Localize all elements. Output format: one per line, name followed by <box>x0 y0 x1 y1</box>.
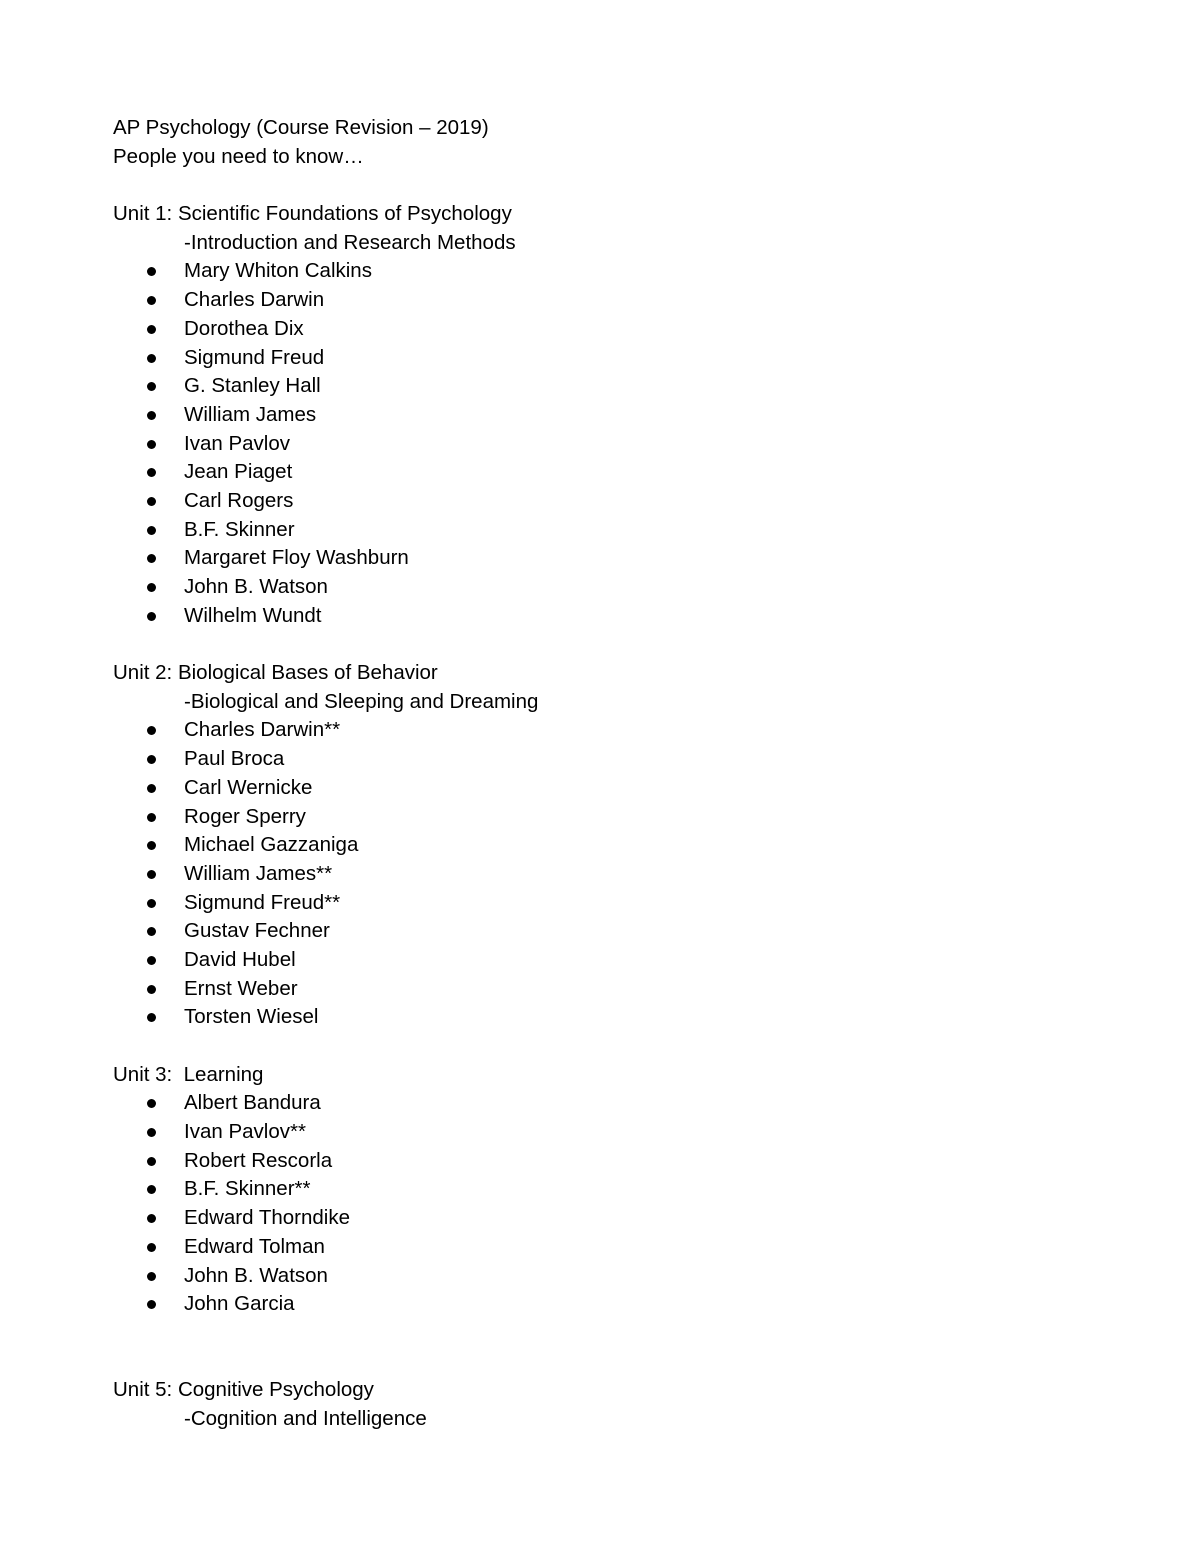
bullet-icon <box>147 526 156 535</box>
bullet-icon <box>147 841 156 850</box>
unit-subheading: -Cognition and Intelligence <box>184 1406 427 1430</box>
people-list <box>113 716 1113 1032</box>
bullet-icon <box>147 927 156 936</box>
list-item <box>113 774 1113 803</box>
person-name: Sigmund Freud <box>184 345 325 369</box>
bullet-icon <box>147 870 156 879</box>
bullet-icon <box>147 1099 156 1108</box>
bullet-icon <box>147 899 156 908</box>
person-name: Mary Whiton Calkins <box>184 259 372 283</box>
person-name: John Garcia <box>184 1292 295 1316</box>
spacer <box>113 171 1113 200</box>
person-name: Charles Darwin** <box>184 718 341 742</box>
bullet-icon <box>147 755 156 764</box>
list-item <box>113 344 1113 373</box>
list-item <box>113 1118 1113 1147</box>
person-name: G. Stanley Hall <box>184 374 321 398</box>
person-name: John B. Watson <box>184 575 328 598</box>
bullet-icon <box>147 813 156 822</box>
person-name: Ernst Weber <box>184 976 298 1000</box>
list-item <box>113 372 1113 401</box>
bullet-icon <box>147 1272 156 1281</box>
list-item <box>113 1003 1113 1032</box>
person-name: Michael Gazzaniga <box>184 833 359 857</box>
bullet-icon <box>147 1157 156 1166</box>
list-item <box>113 315 1113 344</box>
document-title: AP Psychology (Course Revision – 2019) <box>113 116 489 139</box>
person-name: Dorothea Dix <box>184 316 304 340</box>
bullet-icon <box>147 1243 156 1252</box>
bullet-icon <box>147 382 156 391</box>
list-item <box>113 1089 1113 1118</box>
person-name: John B. Watson <box>184 1263 328 1287</box>
bullet-icon <box>147 554 156 563</box>
list-item <box>113 946 1113 975</box>
spacer <box>113 1319 1113 1376</box>
list-item <box>113 716 1113 745</box>
list-item <box>113 803 1113 832</box>
list-item <box>113 430 1113 459</box>
unit-subheading: -Introduction and Research Methods <box>184 230 516 254</box>
person-name: Torsten Wiesel <box>184 1005 319 1029</box>
list-item <box>113 889 1113 918</box>
bullet-icon <box>147 440 156 449</box>
person-name: Paul Broca <box>184 747 285 771</box>
bullet-icon <box>147 411 156 420</box>
bullet-icon <box>147 1128 156 1137</box>
unit-heading: Unit 1: Scientific Foundations of Psychology <box>113 202 512 226</box>
person-name: B.F. Skinner** <box>184 1177 311 1201</box>
person-name: David Hubel <box>184 947 296 971</box>
list-item <box>113 1262 1113 1291</box>
person-name: Ivan Pavlov <box>184 431 290 455</box>
list-item <box>113 286 1113 315</box>
bullet-icon <box>147 267 156 276</box>
list-item <box>113 1290 1113 1319</box>
list-item <box>113 487 1113 516</box>
unit-heading: Unit 3: Learning <box>113 1062 264 1086</box>
bullet-icon <box>147 784 156 793</box>
bullet-icon <box>147 497 156 506</box>
list-item <box>113 1233 1113 1262</box>
bullet-icon <box>147 726 156 735</box>
bullet-icon <box>147 468 156 477</box>
unit-section <box>113 659 1113 1032</box>
person-name: Robert Rescorla <box>184 1148 333 1172</box>
bullet-icon <box>147 612 156 621</box>
unit-section <box>113 200 1113 630</box>
list-item <box>113 860 1113 889</box>
list-item <box>113 745 1113 774</box>
person-name: Albert Bandura <box>184 1091 321 1115</box>
document-body <box>113 114 1113 1434</box>
person-name: Carl Wernicke <box>184 775 313 799</box>
bullet-icon <box>147 985 156 994</box>
unit-heading: Unit 5: Cognitive Psychology <box>113 1378 374 1402</box>
person-name: Edward Thorndike <box>184 1206 350 1230</box>
person-name: B.F. Skinner <box>184 517 295 541</box>
bullet-icon <box>147 1185 156 1194</box>
spacer <box>113 1032 1113 1061</box>
list-item <box>113 516 1113 545</box>
bullet-icon <box>147 956 156 965</box>
person-name: Roger Sperry <box>184 804 306 828</box>
bullet-icon <box>147 296 156 305</box>
bullet-icon <box>147 583 156 592</box>
list-item <box>113 975 1113 1004</box>
person-name: William James <box>184 402 317 426</box>
bullet-icon <box>147 325 156 334</box>
unit-subheading: -Biological and Sleeping and Dreaming <box>184 689 539 713</box>
person-name: Ivan Pavlov** <box>184 1120 306 1144</box>
unit-heading: Unit 2: Biological Bases of Behavior <box>113 661 438 685</box>
document-subtitle: People you need to know… <box>113 144 364 168</box>
list-item <box>113 573 1113 602</box>
list-item <box>113 544 1113 573</box>
bullet-icon <box>147 354 156 363</box>
bullet-icon <box>147 1300 156 1309</box>
list-item <box>113 917 1113 946</box>
person-name: Charles Darwin <box>184 288 325 312</box>
person-name: Wilhelm Wundt <box>184 603 322 627</box>
person-name: Edward Tolman <box>184 1234 325 1258</box>
list-item <box>113 257 1113 286</box>
unit-section <box>113 1376 1113 1433</box>
list-item <box>113 1204 1113 1233</box>
bullet-icon <box>147 1013 156 1022</box>
list-item <box>113 602 1113 631</box>
bullet-icon <box>147 1214 156 1223</box>
person-name: William James** <box>184 861 333 885</box>
people-list <box>113 257 1113 630</box>
list-item <box>113 831 1113 860</box>
person-name: Gustav Fechner <box>184 919 330 943</box>
person-name: Margaret Floy Washburn <box>184 546 409 570</box>
list-item <box>113 401 1113 430</box>
person-name: Jean Piaget <box>184 460 293 484</box>
person-name: Carl Rogers <box>184 488 294 512</box>
unit-section <box>113 1061 1113 1319</box>
list-item <box>113 1147 1113 1176</box>
spacer <box>113 630 1113 659</box>
people-list <box>113 1089 1113 1319</box>
list-item <box>113 1175 1113 1204</box>
list-item <box>113 458 1113 487</box>
person-name: Sigmund Freud** <box>184 890 341 914</box>
